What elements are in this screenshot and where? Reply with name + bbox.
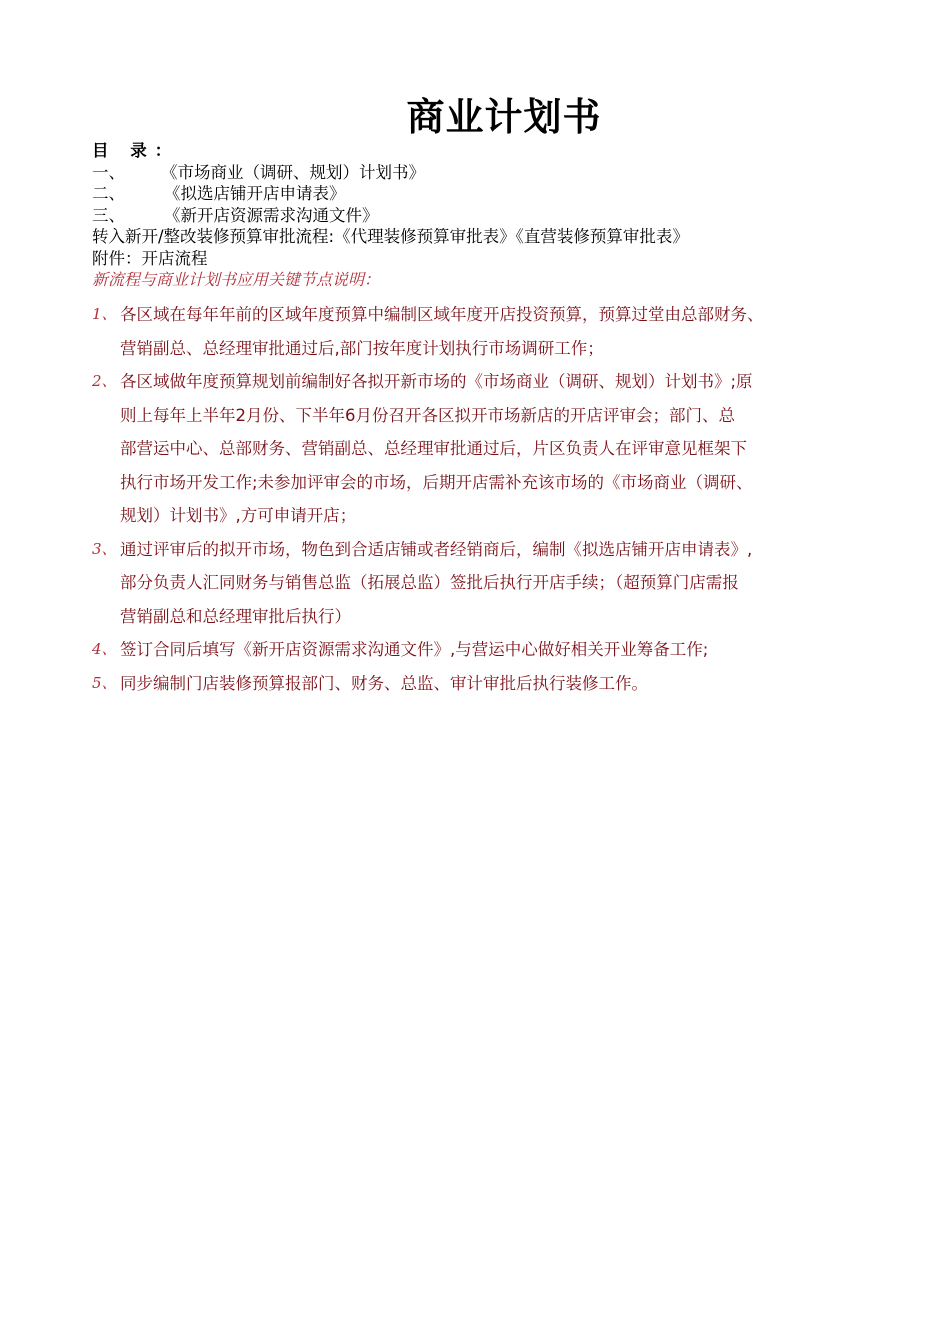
step-item: [92, 298, 872, 365]
steps-list: [92, 298, 872, 700]
document-title: 商业计划书: [406, 95, 602, 139]
step-line: 营销副总、总经理审批通过后,部门按年度计划执行市场调研工作；: [120, 338, 604, 358]
toc-item-number: 一、: [92, 162, 125, 182]
step-number: 2、: [92, 372, 117, 390]
step-line: 签订合同后填写《新开店资源需求沟通文件》,与营运中心做好相关开业筹备工作;: [120, 640, 709, 659]
step-line: 执行市场开发工作;未参加评审会的市场，后期开店需补充该市场的《市场商业（调研、: [120, 472, 753, 492]
toc-label-line: [92, 140, 892, 162]
step-number: 1、: [92, 305, 117, 323]
toc-item-text: 《拟选店铺开店申请表》: [164, 184, 346, 203]
toc-item: [92, 162, 892, 184]
toc-item-number: 二、: [92, 184, 125, 203]
notes-heading: 新流程与商业计划书应用关键节点说明：: [92, 270, 381, 289]
step-line: 规划）计划书》,方可申请开店；: [120, 506, 357, 525]
step-item: [92, 365, 872, 533]
toc-attachment-line: 附件：开店流程: [92, 248, 208, 268]
step-number: 5、: [92, 673, 117, 692]
step-line: 通过评审后的拟开市场，物色到合适店铺或者经销商后，编制《拟选店铺开店申请表》,: [120, 539, 753, 559]
step-item: [92, 633, 872, 667]
step-line: 部营运中心、总部财务、营销副总、总经理审批通过后，片区负责人在评审意见框架下: [120, 439, 747, 458]
table-of-contents: [92, 140, 892, 269]
step-item: [92, 533, 872, 634]
step-line: 部分负责人汇同财务与销售总监（拓展总监）签批后执行开店手续；（超预算门店需报: [120, 573, 739, 592]
step-line: 同步编制门店装修预算报部门、财务、总监、审计审批后执行装修工作。: [120, 673, 648, 693]
step-line: 则上每年上半年2月份、下半年6月份召开各区拟开市场新店的开店评审会；部门、总: [120, 405, 735, 425]
toc-item-number: 三、: [92, 205, 125, 225]
toc-item: [92, 183, 892, 205]
step-number: 4、: [92, 640, 117, 658]
step-number: 3、: [92, 539, 117, 558]
toc-label: 目 录：: [92, 141, 180, 160]
toc-transfer-line: 转入新开/整改装修预算审批流程:《代理装修预算审批表》《直营装修预算审批表》: [92, 227, 689, 246]
toc-item-text: 《市场商业（调研、规划）计划书》: [161, 162, 425, 182]
step-item: [92, 667, 872, 701]
toc-item: [92, 205, 892, 227]
step-line: 各区域在每年年前的区域年度预算中编制区域年度开店投资预算，预算过堂由总部财务、: [120, 305, 764, 324]
step-line: 营销副总和总经理审批后执行）: [120, 606, 351, 626]
toc-item-text: 《新开店资源需求沟通文件》: [164, 205, 379, 225]
step-line: 各区域做年度预算规划前编制好各拟开新市场的《市场商业（调研、规划）计划书》;原: [120, 372, 753, 391]
